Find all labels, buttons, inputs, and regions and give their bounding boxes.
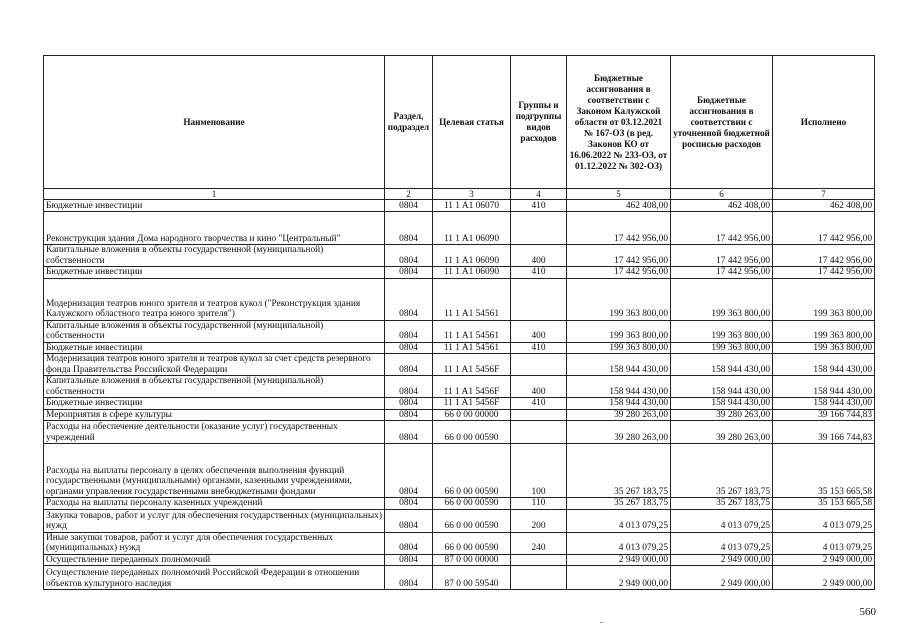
row-group: [511, 212, 567, 245]
row-executed: 158 944 430,00: [773, 398, 875, 410]
scan-speck: [600, 622, 603, 623]
row-executed: 199 363 800,00: [773, 278, 875, 320]
row-section: 0804: [385, 354, 433, 376]
row-article: 66 0 00 00590: [433, 498, 511, 510]
row-plan-allocation: 158 944 430,00: [671, 354, 773, 376]
table-row: [44, 532, 875, 554]
row-law-allocation: 17 442 956,00: [567, 267, 671, 279]
row-law-allocation: 462 408,00: [567, 200, 671, 212]
row-article: 11 1 A1 54561: [433, 278, 511, 320]
row-executed: 17 442 956,00: [773, 212, 875, 245]
row-group: [511, 421, 567, 444]
row-section: 0804: [385, 267, 433, 279]
row-plan-allocation: 39 280 263,00: [671, 409, 773, 421]
row-group: [511, 566, 567, 590]
row-group: 410: [511, 200, 567, 212]
table-row: [44, 409, 875, 421]
row-article: 11 1 A1 5456F: [433, 398, 511, 410]
row-executed: 4 013 079,25: [773, 509, 875, 532]
row-article: 87 0 00 59540: [433, 566, 511, 590]
row-group: 200: [511, 509, 567, 532]
row-name: Осуществление переданных полномочий Российской Федерации в отношении объектов культурного наследия: [44, 566, 385, 590]
table-row: [44, 376, 875, 398]
row-name: Модернизация театров юного зрителя и театров кукол ("Реконструкция здания Калужского областного театра юного зрителя"): [44, 278, 385, 320]
row-plan-allocation: 4 013 079,25: [671, 532, 773, 554]
row-law-allocation: 4 013 079,25: [567, 532, 671, 554]
table-row: [44, 509, 875, 532]
col-number: 2: [385, 189, 433, 200]
table-row: [44, 200, 875, 212]
col-header-article: Целевая статья: [433, 56, 511, 189]
row-plan-allocation: 39 280 263,00: [671, 421, 773, 444]
row-group: 410: [511, 342, 567, 354]
row-executed: 158 944 430,00: [773, 376, 875, 398]
row-law-allocation: 199 363 800,00: [567, 278, 671, 320]
row-law-allocation: 2 949 000,00: [567, 566, 671, 590]
row-name: Модернизация театров юного зрителя и театров кукол за счет средств резервного фонда Правительства Российской Федерации: [44, 354, 385, 376]
row-plan-allocation: 2 949 000,00: [671, 566, 773, 590]
row-section: 0804: [385, 566, 433, 590]
row-group: 400: [511, 320, 567, 342]
row-plan-allocation: 199 363 800,00: [671, 278, 773, 320]
table-row: [44, 320, 875, 342]
col-number: 4: [511, 189, 567, 200]
table-row: [44, 245, 875, 267]
row-executed: 2 949 000,00: [773, 566, 875, 590]
row-section: 0804: [385, 278, 433, 320]
row-name: Осуществление переданных полномочий: [44, 554, 385, 566]
row-plan-allocation: 17 442 956,00: [671, 245, 773, 267]
row-plan-allocation: 199 363 800,00: [671, 320, 773, 342]
row-plan-allocation: 199 363 800,00: [671, 342, 773, 354]
row-executed: 2 949 000,00: [773, 554, 875, 566]
row-name: Закупка товаров, работ и услуг для обеспечения государственных (муниципальных) нужд: [44, 509, 385, 532]
row-executed: 17 442 956,00: [773, 267, 875, 279]
row-article: 11 1 A1 54561: [433, 320, 511, 342]
col-number: 7: [773, 189, 875, 200]
row-section: 0804: [385, 320, 433, 342]
table-row: [44, 421, 875, 444]
row-section: 0804: [385, 554, 433, 566]
row-law-allocation: 35 267 183,75: [567, 498, 671, 510]
col-header-executed: Исполнено: [773, 56, 875, 189]
row-executed: 35 153 665,58: [773, 498, 875, 510]
table-row: [44, 398, 875, 410]
row-section: 0804: [385, 421, 433, 444]
row-article: 66 0 00 00590: [433, 509, 511, 532]
col-header-law-allocation: Бюджетные ассигнования в соответствии с Законом Калужской области от 03.12.2021 № 167-ОЗ (в ред. Законов КО от 16.06.2022 № 233-ОЗ, от 01.12.2022 № 302-ОЗ): [567, 56, 671, 189]
table-row: [44, 354, 875, 376]
row-group: 110: [511, 498, 567, 510]
row-article: 66 0 00 00000: [433, 409, 511, 421]
row-group: [511, 278, 567, 320]
col-header-name: Наименование: [44, 56, 385, 189]
row-group: 100: [511, 444, 567, 498]
row-name: Мероприятия в сфере культуры: [44, 409, 385, 421]
row-law-allocation: 17 442 956,00: [567, 245, 671, 267]
row-article: 66 0 00 00590: [433, 532, 511, 554]
budget-table: [43, 55, 875, 590]
table-row: [44, 212, 875, 245]
row-law-allocation: 39 280 263,00: [567, 421, 671, 444]
row-plan-allocation: 35 267 183,75: [671, 444, 773, 498]
row-law-allocation: 199 363 800,00: [567, 342, 671, 354]
table-row: [44, 554, 875, 566]
row-section: 0804: [385, 200, 433, 212]
row-article: 87 0 00 00000: [433, 554, 511, 566]
row-section: 0804: [385, 444, 433, 498]
column-number-row: [44, 189, 875, 200]
row-law-allocation: 17 442 956,00: [567, 212, 671, 245]
row-executed: 39 166 744,83: [773, 421, 875, 444]
page-number: 560: [859, 606, 876, 618]
row-article: 11 1 A1 06090: [433, 212, 511, 245]
col-number: 5: [567, 189, 671, 200]
col-header-section: Раздел, подраздел: [385, 56, 433, 189]
col-number: 6: [671, 189, 773, 200]
row-law-allocation: 199 363 800,00: [567, 320, 671, 342]
row-name: Бюджетные инвестиции: [44, 267, 385, 279]
row-group: 400: [511, 376, 567, 398]
row-executed: 35 153 665,58: [773, 444, 875, 498]
row-executed: 17 442 956,00: [773, 245, 875, 267]
row-law-allocation: 2 949 000,00: [567, 554, 671, 566]
row-plan-allocation: 158 944 430,00: [671, 376, 773, 398]
row-section: 0804: [385, 509, 433, 532]
row-law-allocation: 35 267 183,75: [567, 444, 671, 498]
row-plan-allocation: 462 408,00: [671, 200, 773, 212]
row-name: Расходы на обеспечение деятельности (оказание услуг) государственных учреждений: [44, 421, 385, 444]
row-name: Бюджетные инвестиции: [44, 200, 385, 212]
row-article: 11 1 A1 06090: [433, 245, 511, 267]
row-executed: 4 013 079,25: [773, 532, 875, 554]
table-body: [44, 200, 875, 590]
row-law-allocation: 39 280 263,00: [567, 409, 671, 421]
row-executed: 158 944 430,00: [773, 354, 875, 376]
row-section: 0804: [385, 532, 433, 554]
table-row: [44, 278, 875, 320]
col-header-plan-allocation: Бюджетные ассигнования в соответствии с уточненной бюджетной росписью расходов: [671, 56, 773, 189]
row-section: 0804: [385, 498, 433, 510]
row-group: [511, 409, 567, 421]
row-article: 66 0 00 00590: [433, 444, 511, 498]
row-plan-allocation: 17 442 956,00: [671, 212, 773, 245]
row-group: 400: [511, 245, 567, 267]
col-header-group: Группы и подгруппы видов расходов: [511, 56, 567, 189]
row-article: 66 0 00 00590: [433, 421, 511, 444]
row-executed: 199 363 800,00: [773, 320, 875, 342]
row-law-allocation: 158 944 430,00: [567, 354, 671, 376]
row-name: Бюджетные инвестиции: [44, 398, 385, 410]
col-number: 3: [433, 189, 511, 200]
row-name: Капитальные вложения в объекты государственной (муниципальной) собственности: [44, 376, 385, 398]
row-executed: 39 166 744,83: [773, 409, 875, 421]
row-law-allocation: 4 013 079,25: [567, 509, 671, 532]
row-article: 11 1 A1 5456F: [433, 354, 511, 376]
row-plan-allocation: 158 944 430,00: [671, 398, 773, 410]
row-executed: 462 408,00: [773, 200, 875, 212]
row-law-allocation: 158 944 430,00: [567, 376, 671, 398]
row-law-allocation: 158 944 430,00: [567, 398, 671, 410]
row-name: Капитальные вложения в объекты государственной (муниципальной) собственности: [44, 320, 385, 342]
col-number: 1: [44, 189, 385, 200]
row-section: 0804: [385, 398, 433, 410]
row-plan-allocation: 2 949 000,00: [671, 554, 773, 566]
row-article: 11 1 A1 54561: [433, 342, 511, 354]
row-section: 0804: [385, 245, 433, 267]
table-row: [44, 267, 875, 279]
row-name: Иные закупки товаров, работ и услуг для обеспечения государственных (муниципальных) нужд: [44, 532, 385, 554]
row-article: 11 1 A1 06090: [433, 267, 511, 279]
row-group: [511, 554, 567, 566]
row-section: 0804: [385, 342, 433, 354]
table-row: [44, 342, 875, 354]
row-name: Расходы на выплаты персоналу в целях обеспечения выполнения функций государственными (муниципальными) органами, казенными учреждениями, органами управления государственными внебюджетными фондами: [44, 444, 385, 498]
table-row: [44, 566, 875, 590]
row-group: 410: [511, 398, 567, 410]
row-plan-allocation: 4 013 079,25: [671, 509, 773, 532]
row-section: 0804: [385, 376, 433, 398]
row-name: Капитальные вложения в объекты государственной (муниципальной) собственности: [44, 245, 385, 267]
row-name: Бюджетные инвестиции: [44, 342, 385, 354]
table-row: [44, 444, 875, 498]
header-row: [44, 56, 875, 189]
row-section: 0804: [385, 212, 433, 245]
row-name: Расходы на выплаты персоналу казенных учреждений: [44, 498, 385, 510]
row-executed: 199 363 800,00: [773, 342, 875, 354]
table-row: [44, 498, 875, 510]
row-group: 240: [511, 532, 567, 554]
row-plan-allocation: 35 267 183,75: [671, 498, 773, 510]
row-article: 11 1 A1 06070: [433, 200, 511, 212]
row-group: 410: [511, 267, 567, 279]
row-group: [511, 354, 567, 376]
row-article: 11 1 A1 5456F: [433, 376, 511, 398]
row-plan-allocation: 17 442 956,00: [671, 267, 773, 279]
row-section: 0804: [385, 409, 433, 421]
row-name: Реконструкция здания Дома народного творчества и кино "Центральный": [44, 212, 385, 245]
